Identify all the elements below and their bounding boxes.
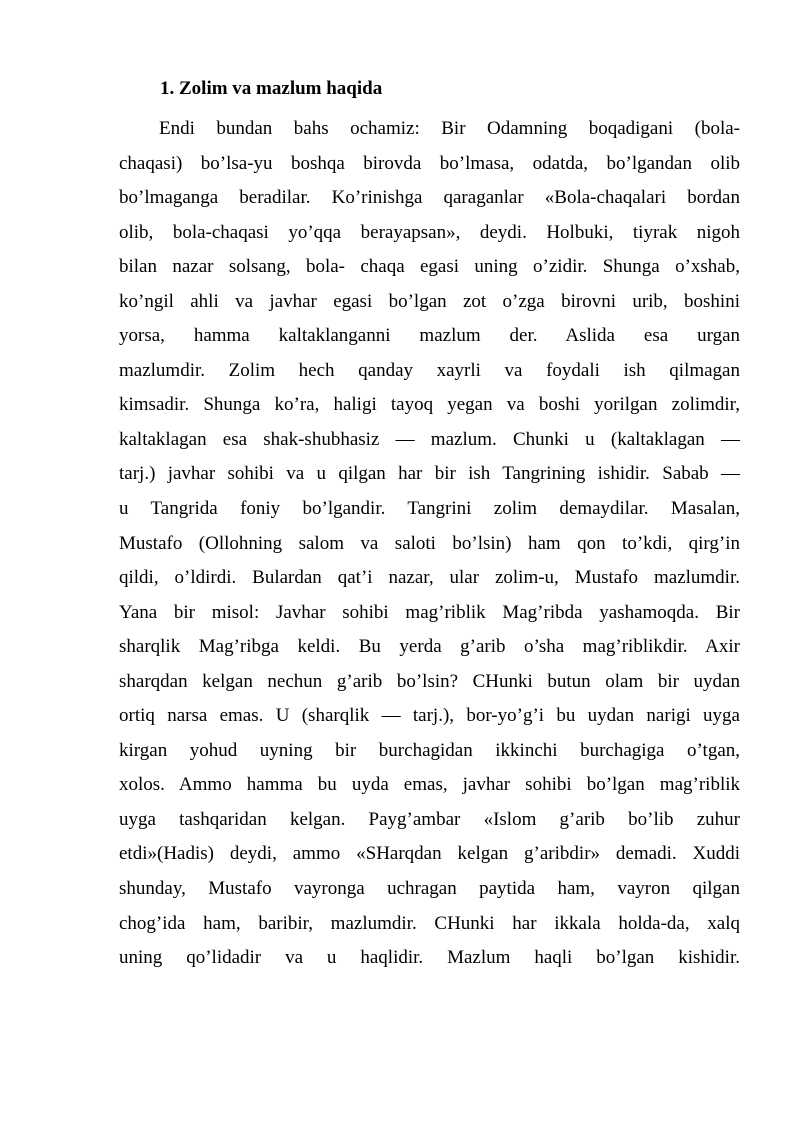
text-line: mazlumdir. Zolim hech qanday xayrli va foydali ish qilmagan (119, 359, 740, 381)
text-line: Mustafo (Ollohning salom va saloti bo’lsin) ham qon to’kdi, qirg’in (119, 532, 740, 554)
text-line: bilan nazar solsang, bola- chaqa egasi uning o’zidir. Shunga o’xshab, (119, 256, 740, 278)
section-heading: 1. Zolim va mazlum haqida (160, 78, 383, 99)
text-line: chaqasi) bo’lsa-yu boshqa birovda bo’lmasa, odatda, bo’lgandan olib (119, 152, 740, 174)
body-paragraph (119, 112, 740, 976)
text-line: bo’lmaganga beradilar. Ko’rinishga qaraganlar «Bola-chaqalari bordan (119, 187, 740, 209)
text-line: ko’ngil ahli va javhar egasi bo’lgan zot o’zga birovni urib, boshini (119, 290, 740, 312)
text-line: yorsa, hamma kaltaklanganni mazlum der. Aslida esa urgan (119, 325, 740, 347)
text-line: u Tangrida foniy bo’lgandir. Tangrini zolim demaydilar. Masalan, (119, 498, 740, 520)
text-line: tarj.) javhar sohibi va u qilgan har bir ish Tangrining ishidir. Sabab — (119, 463, 740, 485)
text-line: etdi»(Hadis) deydi, ammo «SHarqdan kelgan g’aribdir» demadi. Xuddi (119, 843, 740, 865)
text-line: uning qo’lidadir va u haqlidir. Mazlum haqli bo’lgan kishidir. (119, 947, 740, 969)
text-line: uyga tashqaridan kelgan. Payg’ambar «Islom g’arib bo’lib zuhur (119, 808, 740, 830)
text-line: sharqdan kelgan nechun g’arib bo’lsin? CHunki butun olam bir uydan (119, 670, 740, 692)
text-line: shunday, Mustafo vayronga uchragan paytida ham, vayron qilgan (119, 878, 740, 900)
text-line: ortiq narsa emas. U (sharqlik — tarj.), bor-yo’g’i bu uydan narigi uyga (119, 705, 740, 727)
text-line: olib, bola-chaqasi yo’qqa berayapsan», deydi. Holbuki, tiyrak nigoh (119, 221, 740, 243)
text-line: Endi bundan bahs ochamiz: Bir Odamning boqadigani (bola- (159, 118, 740, 139)
text-line: sharqlik Mag’ribga keldi. Bu yerda g’arib o’sha mag’riblikdir. Axir (119, 636, 740, 658)
text-line: Yana bir misol: Javhar sohibi mag’riblik Mag’ribda yashamoqda. Bir (119, 601, 740, 623)
text-line: chog’ida ham, baribir, mazlumdir. CHunki har ikkala holda-da, xalq (119, 912, 740, 934)
text-line: kirgan yohud uyning bir burchagidan ikkinchi burchagiga o’tgan, (119, 739, 740, 761)
text-line: qildi, o’ldirdi. Bulardan qat’i nazar, ular zolim-u, Mustafo mazlumdir. (119, 567, 740, 589)
text-line: kimsadir. Shunga ko’ra, haligi tayoq yegan va boshi yorilgan zolimdir, (119, 394, 740, 416)
text-line: xolos. Ammo hamma bu uyda emas, javhar sohibi bo’lgan mag’riblik (119, 774, 740, 796)
text-line: kaltaklagan esa shak-shubhasiz — mazlum. Chunki u (kaltaklagan — (119, 428, 740, 450)
